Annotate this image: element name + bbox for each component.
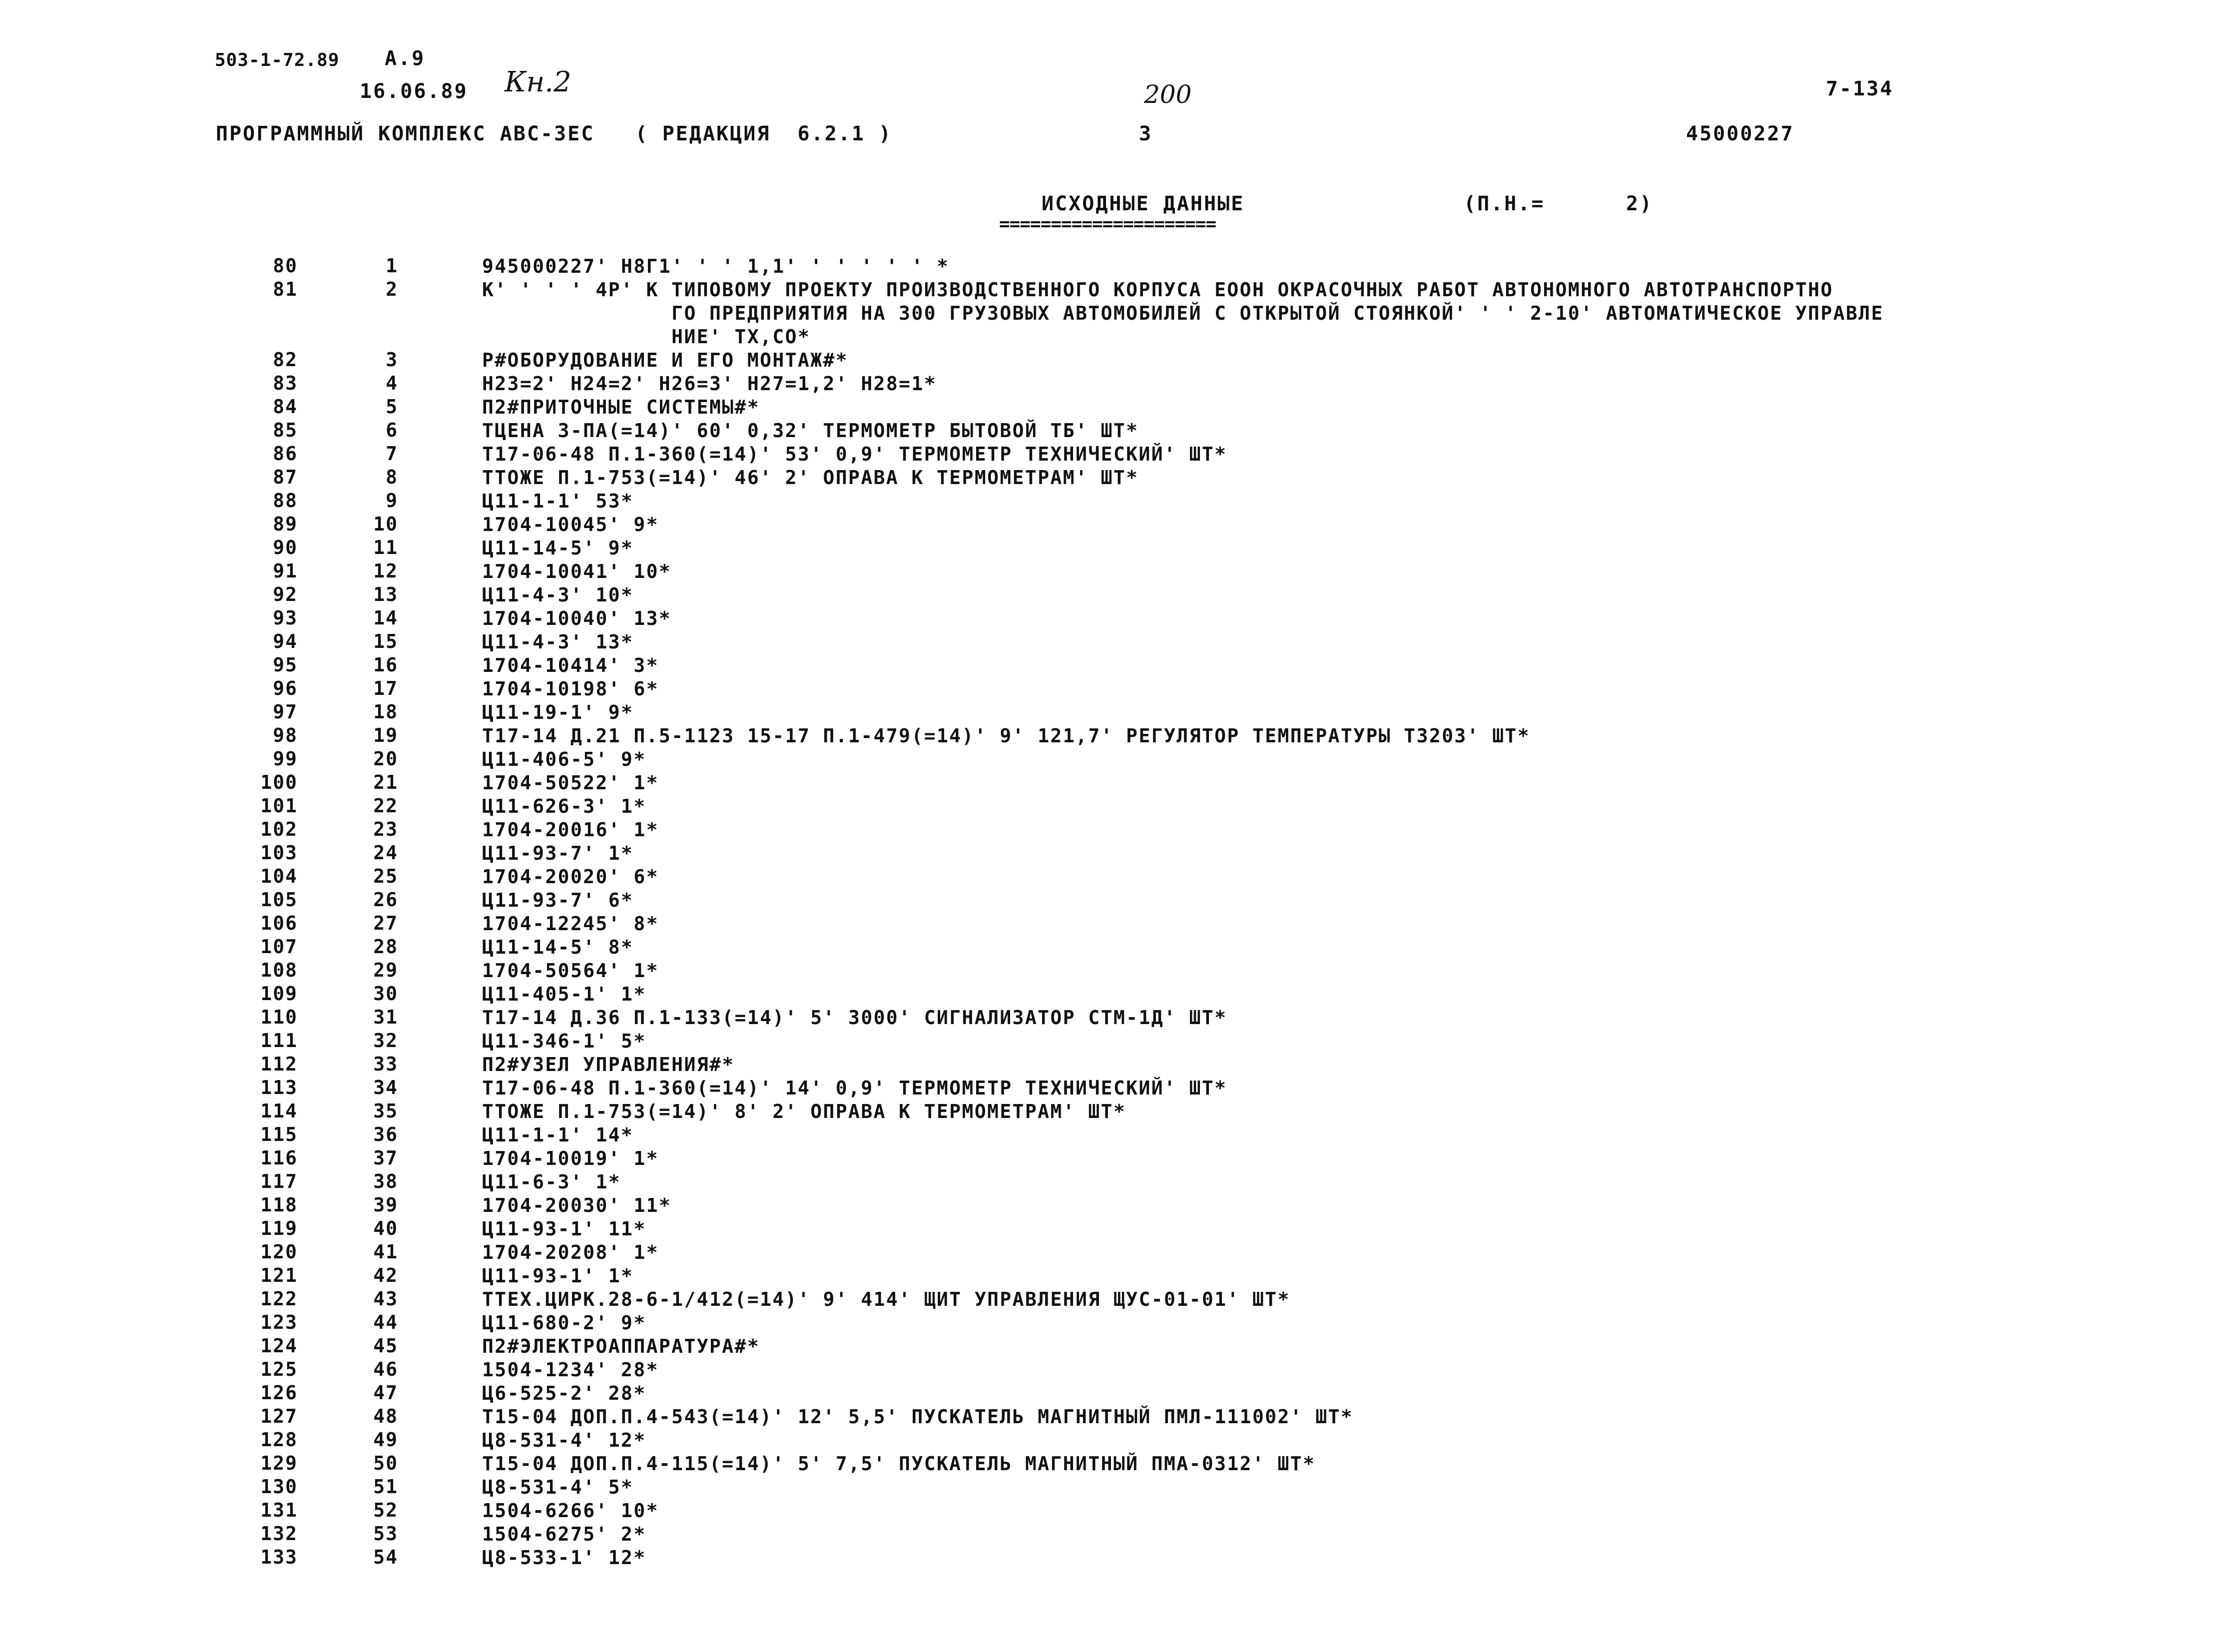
record-text: Ц11-19-1' 9* bbox=[482, 701, 634, 723]
line-number: 87 bbox=[273, 466, 298, 488]
record-number: 10 bbox=[373, 513, 398, 535]
record-number: 37 bbox=[373, 1147, 398, 1169]
record-text: П2#ЭЛЕКТРОАППАРАТУРА#* bbox=[482, 1335, 760, 1357]
section-underline: ===================== bbox=[999, 214, 1216, 234]
record-number: 8 bbox=[386, 466, 398, 488]
record-text: 1704-10041' 10* bbox=[482, 560, 672, 582]
pn-label: (П.Н.= bbox=[1464, 192, 1545, 215]
record-number: 52 bbox=[373, 1499, 398, 1521]
record-number: 5 bbox=[386, 396, 398, 418]
line-number: 111 bbox=[260, 1030, 298, 1052]
line-number: 82 bbox=[273, 349, 298, 371]
record-number: 43 bbox=[373, 1288, 398, 1310]
record-text: 1704-20020' 6* bbox=[482, 866, 659, 888]
line-number: 100 bbox=[260, 771, 298, 793]
record-number: 49 bbox=[373, 1429, 398, 1451]
line-number: 112 bbox=[260, 1053, 298, 1075]
line-number: 122 bbox=[260, 1288, 298, 1310]
line-number: 123 bbox=[260, 1311, 298, 1333]
line-number: 101 bbox=[260, 795, 298, 817]
line-number: 102 bbox=[260, 818, 298, 840]
record-number: 30 bbox=[373, 983, 398, 1005]
line-number: 96 bbox=[273, 677, 298, 699]
line-number: 99 bbox=[273, 748, 298, 770]
record-number: 45 bbox=[373, 1335, 398, 1357]
record-number: 35 bbox=[373, 1100, 398, 1122]
line-number: 129 bbox=[260, 1452, 298, 1474]
record-number: 44 bbox=[373, 1311, 398, 1333]
line-number: 124 bbox=[260, 1335, 298, 1357]
record-text: 1504-6275' 2* bbox=[482, 1523, 646, 1545]
sheet-code: 7-134 bbox=[1826, 77, 1894, 100]
line-number: 115 bbox=[260, 1123, 298, 1145]
record-number: 29 bbox=[373, 959, 398, 981]
doc-code: 503-1-72.89 bbox=[215, 50, 340, 70]
album-label: А.9 bbox=[385, 47, 426, 70]
line-number: 110 bbox=[260, 1006, 298, 1028]
record-text: Ц11-680-2' 9* bbox=[482, 1312, 646, 1334]
record-text: П2#ПРИТОЧНЫЕ СИСТЕМЫ#* bbox=[482, 396, 760, 418]
record-text: ТТОЖЕ П.1-753(=14)' 8' 2' ОПРАВА К ТЕРМОМЕТРАМ' ШТ* bbox=[482, 1101, 1126, 1122]
record-text: 1704-50564' 1* bbox=[482, 960, 659, 982]
record-text: ТТЕХ.ЦИРК.28-6-1/412(=14)' 9' 414' ЩИТ УПРАВЛЕНИЯ ЩУС-01-01' ШТ* bbox=[482, 1288, 1290, 1310]
record-number: 13 bbox=[373, 583, 398, 605]
record-text: 1704-10040' 13* bbox=[482, 607, 672, 629]
line-number: 128 bbox=[260, 1429, 298, 1451]
record-number: 38 bbox=[373, 1170, 398, 1192]
record-text: Ц11-406-5' 9* bbox=[482, 748, 646, 770]
line-number: 108 bbox=[260, 959, 298, 981]
record-number: 25 bbox=[373, 865, 398, 887]
record-number: 31 bbox=[373, 1006, 398, 1028]
record-number: 2 bbox=[386, 278, 398, 300]
record-number: 21 bbox=[373, 771, 398, 793]
line-number: 131 bbox=[260, 1499, 298, 1521]
line-number: 133 bbox=[260, 1546, 298, 1568]
record-text: ТТОЖЕ П.1-753(=14)' 46' 2' ОПРАВА К ТЕРМОМЕТРАМ' ШТ* bbox=[482, 467, 1139, 489]
record-text: Ц11-6-3' 1* bbox=[482, 1171, 621, 1193]
record-text: 1704-10045' 9* bbox=[482, 514, 659, 536]
record-text: Ц11-346-1' 5* bbox=[482, 1030, 646, 1052]
record-number: 50 bbox=[373, 1452, 398, 1474]
record-text: Т17-06-48 П.1-360(=14)' 14' 0,9' ТЕРМОМЕТР ТЕХНИЧЕСКИЙ' ШТ* bbox=[482, 1077, 1227, 1099]
record-number: 1 bbox=[386, 255, 398, 277]
line-number: 106 bbox=[260, 912, 298, 934]
record-number: 32 bbox=[373, 1030, 398, 1052]
record-text: Ц8-533-1' 12* bbox=[482, 1547, 646, 1569]
record-number: 19 bbox=[373, 724, 398, 746]
record-number: 41 bbox=[373, 1241, 398, 1263]
section-title: ИСХОДНЫЕ ДАННЫЕ bbox=[1042, 192, 1245, 215]
line-number: 127 bbox=[260, 1405, 298, 1427]
record-number: 17 bbox=[373, 677, 398, 699]
line-number: 92 bbox=[273, 583, 298, 605]
record-number: 28 bbox=[373, 936, 398, 958]
record-text: 1704-10414' 3* bbox=[482, 654, 659, 676]
record-number: 40 bbox=[373, 1217, 398, 1239]
line-number: 83 bbox=[273, 372, 298, 394]
line-number: 113 bbox=[260, 1077, 298, 1099]
line-number: 97 bbox=[273, 701, 298, 723]
record-number: 24 bbox=[373, 842, 398, 864]
line-number: 80 bbox=[273, 255, 298, 277]
record-number: 42 bbox=[373, 1264, 398, 1286]
line-number: 85 bbox=[273, 419, 298, 441]
record-text: 945000227' Н8Г1' ' ' 1,1' ' ' ' ' ' * bbox=[482, 255, 950, 277]
line-number: 117 bbox=[260, 1170, 298, 1192]
record-text: К' ' ' ' 4Р' К ТИПОВОМУ ПРОЕКТУ ПРОИЗВОДСТВЕННОГО КОРПУСА ЕООН ОКРАСОЧНЫХ РАБОТ АВТОНОМНОГО АВТОТРАНСПОРТНО ГО ПРЕДПРИЯТИЯ НА 300 ГРУЗОВЫХ АВТОМОБИЛЕЙ С ОТКРЫТОЙ СТОЯНКОЙ' ' ' 2-10' АВТОМАТИЧЕСКОЕ УПРАВЛЕ НИЕ' ТХ,СО* bbox=[482, 279, 1884, 348]
print-date: 16.06.89 bbox=[360, 80, 468, 103]
record-text: 1704-12245' 8* bbox=[482, 913, 659, 935]
record-text: Ц11-626-3' 1* bbox=[482, 795, 646, 817]
line-number: 107 bbox=[260, 936, 298, 958]
line-number: 120 bbox=[260, 1241, 298, 1263]
record-text: 1704-20016' 1* bbox=[482, 819, 659, 841]
record-number: 20 bbox=[373, 748, 398, 770]
record-text: Ц11-405-1' 1* bbox=[482, 983, 646, 1005]
line-number: 95 bbox=[273, 654, 298, 676]
record-number: 12 bbox=[373, 560, 398, 582]
program-line: ПРОГРАММНЫЙ КОМПЛЕКС АВС-3ЕС ( РЕДАКЦИЯ 6.2.1 ) bbox=[216, 122, 893, 145]
record-text: Ц11-93-1' 11* bbox=[482, 1218, 646, 1240]
record-number: 7 bbox=[386, 443, 398, 465]
line-number: 125 bbox=[260, 1358, 298, 1380]
record-number: 51 bbox=[373, 1476, 398, 1498]
line-number: 94 bbox=[273, 630, 298, 652]
record-text: Ц8-531-4' 12* bbox=[482, 1429, 646, 1451]
record-text: Ц11-93-7' 1* bbox=[482, 842, 634, 864]
line-number: 119 bbox=[260, 1217, 298, 1239]
record-text: 1704-20030' 11* bbox=[482, 1194, 672, 1216]
record-number: 9 bbox=[386, 490, 398, 512]
record-text: Ц11-93-7' 6* bbox=[482, 889, 634, 911]
record-number: 46 bbox=[373, 1358, 398, 1380]
record-text: П2#УЗЕЛ УПРАВЛЕНИЯ#* bbox=[482, 1054, 735, 1076]
line-number: 98 bbox=[273, 724, 298, 746]
line-number: 89 bbox=[273, 513, 298, 535]
record-text: Ц11-1-1' 53* bbox=[482, 490, 634, 512]
page-handwritten: 200 bbox=[1144, 80, 1192, 109]
record-number: 39 bbox=[373, 1194, 398, 1216]
record-text: Р#ОБОРУДОВАНИЕ И ЕГО МОНТАЖ#* bbox=[482, 349, 849, 371]
record-text: Ц11-14-5' 9* bbox=[482, 537, 634, 559]
record-number: 4 bbox=[386, 372, 398, 394]
record-text: Ц11-4-3' 13* bbox=[482, 631, 634, 653]
line-number: 121 bbox=[260, 1264, 298, 1286]
record-text: Ц11-93-1' 1* bbox=[482, 1265, 634, 1287]
record-number: 27 bbox=[373, 912, 398, 934]
record-number: 23 bbox=[373, 818, 398, 840]
record-number: 26 bbox=[373, 889, 398, 911]
record-number: 48 bbox=[373, 1405, 398, 1427]
line-number: 132 bbox=[260, 1523, 298, 1545]
project-code: 45000227 bbox=[1686, 122, 1794, 145]
record-number: 53 bbox=[373, 1523, 398, 1545]
record-text: 1504-6266' 10* bbox=[482, 1500, 659, 1522]
line-number: 105 bbox=[260, 889, 298, 911]
record-text: Т15-04 ДОП.П.4-115(=14)' 5' 7,5' ПУСКАТЕЛЬ МАГНИТНЫЙ ПМА-0312' ШТ* bbox=[482, 1453, 1316, 1475]
record-text: Т17-14 Д.36 П.1-133(=14)' 5' 3000' СИГНАЛИЗАТОР СТМ-1Д' ШТ* bbox=[482, 1007, 1227, 1029]
record-text: ТЦЕНА 3-ПА(=14)' 60' 0,32' ТЕРМОМЕТР БЫТОВОЙ ТБ' ШТ* bbox=[482, 420, 1139, 442]
line-number: 84 bbox=[273, 396, 298, 418]
record-number: 22 bbox=[373, 795, 398, 817]
line-number: 104 bbox=[260, 865, 298, 887]
record-text: 1704-20208' 1* bbox=[482, 1241, 659, 1263]
record-text: Т17-06-48 П.1-360(=14)' 53' 0,9' ТЕРМОМЕТР ТЕХНИЧЕСКИЙ' ШТ* bbox=[482, 443, 1227, 465]
line-number: 91 bbox=[273, 560, 298, 582]
record-text: 1704-10198' 6* bbox=[482, 678, 659, 700]
line-number: 81 bbox=[273, 278, 298, 300]
record-number: 54 bbox=[373, 1546, 398, 1568]
record-number: 33 bbox=[373, 1053, 398, 1075]
record-number: 36 bbox=[373, 1123, 398, 1145]
record-text: Ц11-1-1' 14* bbox=[482, 1124, 634, 1146]
book-handwritten: Кн.2 bbox=[505, 66, 571, 98]
record-number: 14 bbox=[373, 607, 398, 629]
line-number: 130 bbox=[260, 1476, 298, 1498]
line-number: 109 bbox=[260, 983, 298, 1005]
record-text: Ц11-14-5' 8* bbox=[482, 936, 634, 958]
line-number: 103 bbox=[260, 842, 298, 864]
pn-value: 2) bbox=[1626, 192, 1654, 215]
record-number: 6 bbox=[386, 419, 398, 441]
record-number: 47 bbox=[373, 1382, 398, 1404]
line-number: 116 bbox=[260, 1147, 298, 1169]
line-number: 90 bbox=[273, 537, 298, 558]
record-number: 18 bbox=[373, 701, 398, 723]
record-text: Ц6-525-2' 28* bbox=[482, 1382, 646, 1404]
record-text: Т17-14 Д.21 П.5-1123 15-17 П.1-479(=14)' 9' 121,7' РЕГУЛЯТОР ТЕМПЕРАТУРЫ Т3203' ШТ* bbox=[482, 725, 1531, 747]
record-number: 3 bbox=[386, 349, 398, 371]
line-number: 126 bbox=[260, 1382, 298, 1404]
record-text: Ц11-4-3' 10* bbox=[482, 584, 634, 606]
record-number: 11 bbox=[373, 537, 398, 558]
line-number: 93 bbox=[273, 607, 298, 629]
line-number: 86 bbox=[273, 443, 298, 465]
record-text: Т15-04 ДОП.П.4-543(=14)' 12' 5,5' ПУСКАТЕЛЬ МАГНИТНЫЙ ПМЛ-111002' ШТ* bbox=[482, 1406, 1354, 1428]
record-number: 15 bbox=[373, 630, 398, 652]
line-number: 114 bbox=[260, 1100, 298, 1122]
record-text: 1704-10019' 1* bbox=[482, 1147, 659, 1169]
page-number: 3 bbox=[1139, 122, 1153, 145]
record-text: 1704-50522' 1* bbox=[482, 772, 659, 794]
record-text: Н23=2' Н24=2' Н26=3' Н27=1,2' Н28=1* bbox=[482, 373, 937, 395]
line-number: 88 bbox=[273, 490, 298, 512]
record-text: 1504-1234' 28* bbox=[482, 1359, 659, 1381]
line-number: 118 bbox=[260, 1194, 298, 1216]
record-text: Ц8-531-4' 5* bbox=[482, 1476, 634, 1498]
record-number: 34 bbox=[373, 1077, 398, 1099]
record-number: 16 bbox=[373, 654, 398, 676]
